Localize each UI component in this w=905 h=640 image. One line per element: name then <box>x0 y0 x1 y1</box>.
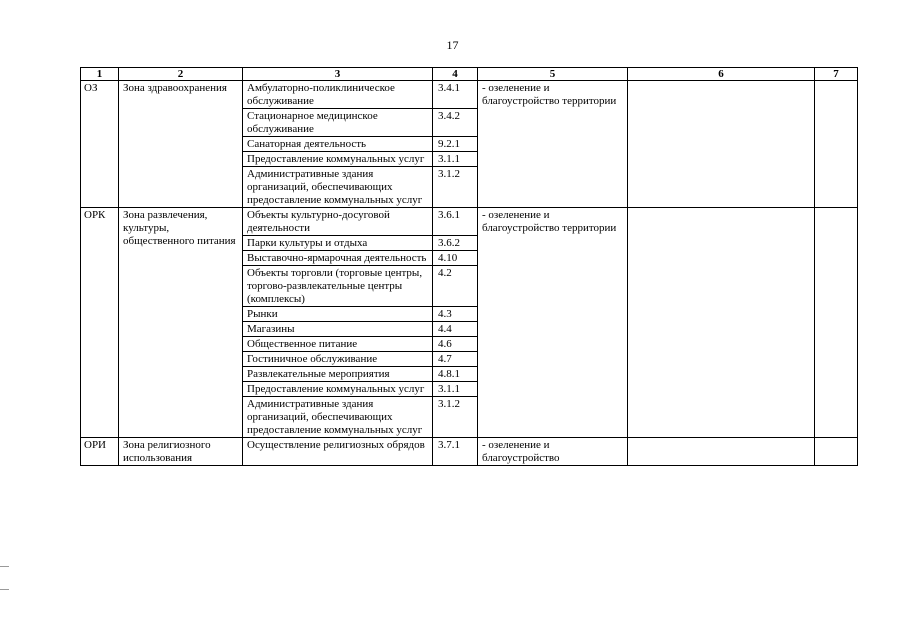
use-code: 3.4.2 <box>433 109 478 137</box>
zone-col6 <box>628 81 815 208</box>
use-name: Парки культуры и отдыха <box>243 236 433 251</box>
table-row <box>81 438 858 466</box>
zone-col7 <box>815 438 858 466</box>
use-name: Рынки <box>243 307 433 322</box>
use-name: Выставочно-ярмарочная деятельность <box>243 251 433 266</box>
zone-code: ОРК <box>81 208 119 438</box>
zone-code: ОЗ <box>81 81 119 208</box>
use-name: Предоставление коммунальных услуг <box>243 382 433 397</box>
zone-name: Зона здравоохранения <box>119 81 243 208</box>
zone-conditions: - озеленение и благоустройство <box>478 438 628 466</box>
table-header-row <box>81 68 858 81</box>
zone-conditions: - озеленение и благоустройство территории <box>478 208 628 438</box>
use-code: 3.1.2 <box>433 167 478 208</box>
use-name: Развлекательные мероприятия <box>243 367 433 382</box>
use-code: 3.7.1 <box>433 438 478 466</box>
zone-name: Зона религиозного использования <box>119 438 243 466</box>
page-number: 17 <box>446 38 459 52</box>
use-name: Предоставление коммунальных услуг <box>243 152 433 167</box>
scan-margin-marks <box>0 566 9 590</box>
zone-col7 <box>815 81 858 208</box>
use-code: 3.4.1 <box>433 81 478 109</box>
column-header: 7 <box>815 68 858 81</box>
use-name: Административные здания организаций, обеспечивающих предоставление коммунальных услуг <box>243 167 433 208</box>
use-name: Объекты культурно-досуговой деятельности <box>243 208 433 236</box>
table-row <box>81 208 858 236</box>
use-code: 4.10 <box>433 251 478 266</box>
use-code: 4.7 <box>433 352 478 367</box>
use-name: Объекты торговли (торговые центры, торгово-развлекательные центры (комплексы) <box>243 266 433 307</box>
zone-name: Зона развлечения, культуры, общественного питания <box>119 208 243 438</box>
zone-col7 <box>815 208 858 438</box>
use-name: Магазины <box>243 322 433 337</box>
use-name: Осуществление религиозных обрядов <box>243 438 433 466</box>
use-code: 4.6 <box>433 337 478 352</box>
use-code: 4.8.1 <box>433 367 478 382</box>
column-header: 6 <box>628 68 815 81</box>
use-name: Общественное питание <box>243 337 433 352</box>
use-code: 4.4 <box>433 322 478 337</box>
use-code: 9.2.1 <box>433 137 478 152</box>
column-header: 4 <box>433 68 478 81</box>
zone-col6 <box>628 438 815 466</box>
zone-code: ОРИ <box>81 438 119 466</box>
use-code: 4.2 <box>433 266 478 307</box>
use-name: Санаторная деятельность <box>243 137 433 152</box>
use-name: Гостиничное обслуживание <box>243 352 433 367</box>
use-code: 3.1.2 <box>433 397 478 438</box>
use-code: 4.3 <box>433 307 478 322</box>
use-code: 3.6.2 <box>433 236 478 251</box>
column-header: 2 <box>119 68 243 81</box>
use-code: 3.1.1 <box>433 382 478 397</box>
column-header: 3 <box>243 68 433 81</box>
zone-conditions: - озеленение и благоустройство территории <box>478 81 628 208</box>
zones-table <box>80 67 858 466</box>
table-row <box>81 81 858 109</box>
use-code: 3.6.1 <box>433 208 478 236</box>
use-code: 3.1.1 <box>433 152 478 167</box>
use-name: Административные здания организаций, обеспечивающих предоставление коммунальных услуг <box>243 397 433 438</box>
column-header: 5 <box>478 68 628 81</box>
zone-col6 <box>628 208 815 438</box>
use-name: Стационарное медицинское обслуживание <box>243 109 433 137</box>
column-header: 1 <box>81 68 119 81</box>
use-name: Амбулаторно-поликлиническое обслуживание <box>243 81 433 109</box>
